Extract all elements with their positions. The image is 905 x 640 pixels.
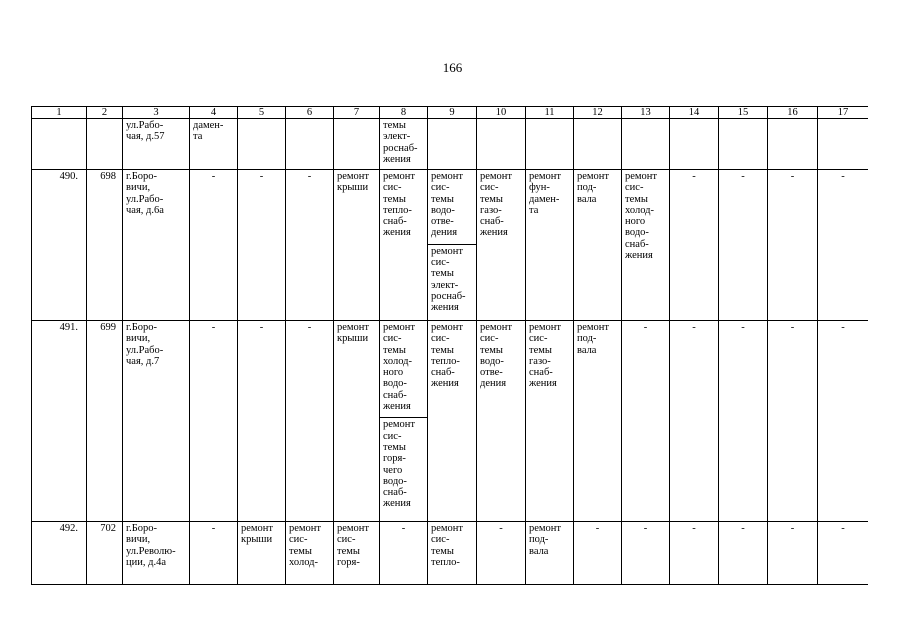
cell-entry: ремонт сис- темы холод- xyxy=(289,523,322,568)
table-cell: - xyxy=(818,321,869,522)
page-number: 166 xyxy=(442,60,463,75)
cell-entry: ремонт под- вала xyxy=(529,523,562,557)
table-cell: дамен- та xyxy=(190,119,238,170)
table-cell xyxy=(477,119,526,170)
table-cell xyxy=(574,170,622,321)
cell-entry: ремонт под- вала xyxy=(577,171,610,205)
table-cell xyxy=(818,119,869,170)
column-header: 7 xyxy=(334,107,380,119)
table-cell: - xyxy=(477,522,526,585)
table-cell: - xyxy=(670,321,719,522)
table-cell xyxy=(428,321,477,522)
table-cell xyxy=(622,119,670,170)
table-cell xyxy=(428,170,477,321)
table-cell: г.Боро- вичи, ул.Рабо- чая, д.7 xyxy=(123,321,190,522)
table-cell: ул.Рабо- чая, д.57 xyxy=(123,119,190,170)
table-cell xyxy=(526,170,574,321)
table-body xyxy=(32,119,869,585)
table-cell: - xyxy=(380,522,428,585)
table-cell: 492. xyxy=(32,522,87,585)
table-cell: - xyxy=(818,522,869,585)
table-row xyxy=(32,170,869,321)
table-cell xyxy=(574,321,622,522)
table-cell: ремонт крыши xyxy=(334,170,380,321)
cell-entry: ремонт сис- темы водо- отве- дения xyxy=(431,171,464,239)
column-header: 6 xyxy=(286,107,334,119)
table-cell xyxy=(334,522,380,585)
table-cell xyxy=(286,119,334,170)
table-cell xyxy=(526,522,574,585)
table-cell: - xyxy=(670,170,719,321)
table-cell xyxy=(428,522,477,585)
table-cell: - xyxy=(238,321,286,522)
cell-entry: ремонт сис- темы горя- чего водо- снаб- жения xyxy=(380,417,427,509)
table-cell: ремонт крыши xyxy=(334,321,380,522)
cell-entry: ремонт сис- темы газо- снаб- жения xyxy=(529,322,562,390)
column-header: 11 xyxy=(526,107,574,119)
table-cell: ремонт крыши xyxy=(238,522,286,585)
cell-entry: ремонт сис- темы горя- xyxy=(337,523,370,568)
table-cell: - xyxy=(286,170,334,321)
table-cell: - xyxy=(768,321,818,522)
table-cell xyxy=(622,170,670,321)
table-cell: - xyxy=(190,522,238,585)
column-header: 8 xyxy=(380,107,428,119)
column-header: 1 xyxy=(32,107,87,119)
column-header: 16 xyxy=(768,107,818,119)
table-cell: - xyxy=(768,170,818,321)
table-cell xyxy=(238,119,286,170)
table-cell: - xyxy=(190,321,238,522)
cell-entry: ремонт сис- темы тепло- снаб- жения xyxy=(383,171,416,239)
column-header: 5 xyxy=(238,107,286,119)
table-cell: - xyxy=(719,321,768,522)
column-header: 13 xyxy=(622,107,670,119)
table-cell xyxy=(670,119,719,170)
column-header: 10 xyxy=(477,107,526,119)
table-row xyxy=(32,321,869,522)
table-cell: - xyxy=(622,321,670,522)
table-cell: - xyxy=(238,170,286,321)
table-cell: - xyxy=(574,522,622,585)
cell-entry: ремонт сис- темы холод- ного водо- снаб- жения xyxy=(625,171,658,262)
table-cell xyxy=(719,119,768,170)
column-header: 15 xyxy=(719,107,768,119)
table-cell: - xyxy=(719,522,768,585)
table-cell: - xyxy=(286,321,334,522)
column-header: 3 xyxy=(123,107,190,119)
document-table-container xyxy=(31,106,868,603)
cell-entry: ремонт сис- темы холод- ного водо- снаб- жения xyxy=(383,322,416,413)
table-cell xyxy=(380,119,428,170)
table-cell xyxy=(334,119,380,170)
table-row xyxy=(32,119,869,170)
table-cell xyxy=(32,119,87,170)
table-cell xyxy=(574,119,622,170)
table-cell xyxy=(526,321,574,522)
table-cell: 698 xyxy=(87,170,123,321)
table-cell xyxy=(428,119,477,170)
table-cell xyxy=(286,522,334,585)
cell-entry: ремонт сис- темы элект- роснаб- жения xyxy=(428,244,476,314)
table-cell xyxy=(380,321,428,522)
table-cell: г.Боро- вичи, ул.Рабо- чая, д.6а xyxy=(123,170,190,321)
cell-entry: ремонт сис- темы тепло- снаб- жения xyxy=(431,322,464,390)
column-header: 12 xyxy=(574,107,622,119)
table-cell xyxy=(768,119,818,170)
column-header: 2 xyxy=(87,107,123,119)
column-header: 17 xyxy=(818,107,869,119)
cell-entry: ремонт сис- темы водо- отве- дения xyxy=(480,322,513,390)
table-cell: - xyxy=(719,170,768,321)
column-header: 9 xyxy=(428,107,477,119)
cell-entry: темы элект- роснаб- жения xyxy=(383,120,418,165)
table-cell: 702 xyxy=(87,522,123,585)
table-cell xyxy=(526,119,574,170)
table-cell: - xyxy=(670,522,719,585)
table-cell: - xyxy=(622,522,670,585)
cell-entry: ремонт фун- дамен- та xyxy=(529,171,562,216)
table-header-row xyxy=(32,107,869,119)
table-cell: - xyxy=(768,522,818,585)
table-row xyxy=(32,522,869,585)
column-header: 4 xyxy=(190,107,238,119)
cell-entry: ремонт сис- темы тепло- xyxy=(431,523,464,568)
table-cell: 699 xyxy=(87,321,123,522)
table-cell xyxy=(477,321,526,522)
table-cell xyxy=(380,170,428,321)
table-cell: - xyxy=(190,170,238,321)
column-header: 14 xyxy=(670,107,719,119)
table-cell: г.Боро- вичи, ул.Револю- ции, д.4а xyxy=(123,522,190,585)
cell-entry: ремонт сис- темы газо- снаб- жения xyxy=(480,171,513,239)
repair-schedule-table xyxy=(31,106,868,585)
table-cell: - xyxy=(818,170,869,321)
cell-entry: ремонт под- вала xyxy=(577,322,610,356)
table-cell xyxy=(87,119,123,170)
table-cell: 490. xyxy=(32,170,87,321)
table-cell xyxy=(477,170,526,321)
table-cell: 491. xyxy=(32,321,87,522)
